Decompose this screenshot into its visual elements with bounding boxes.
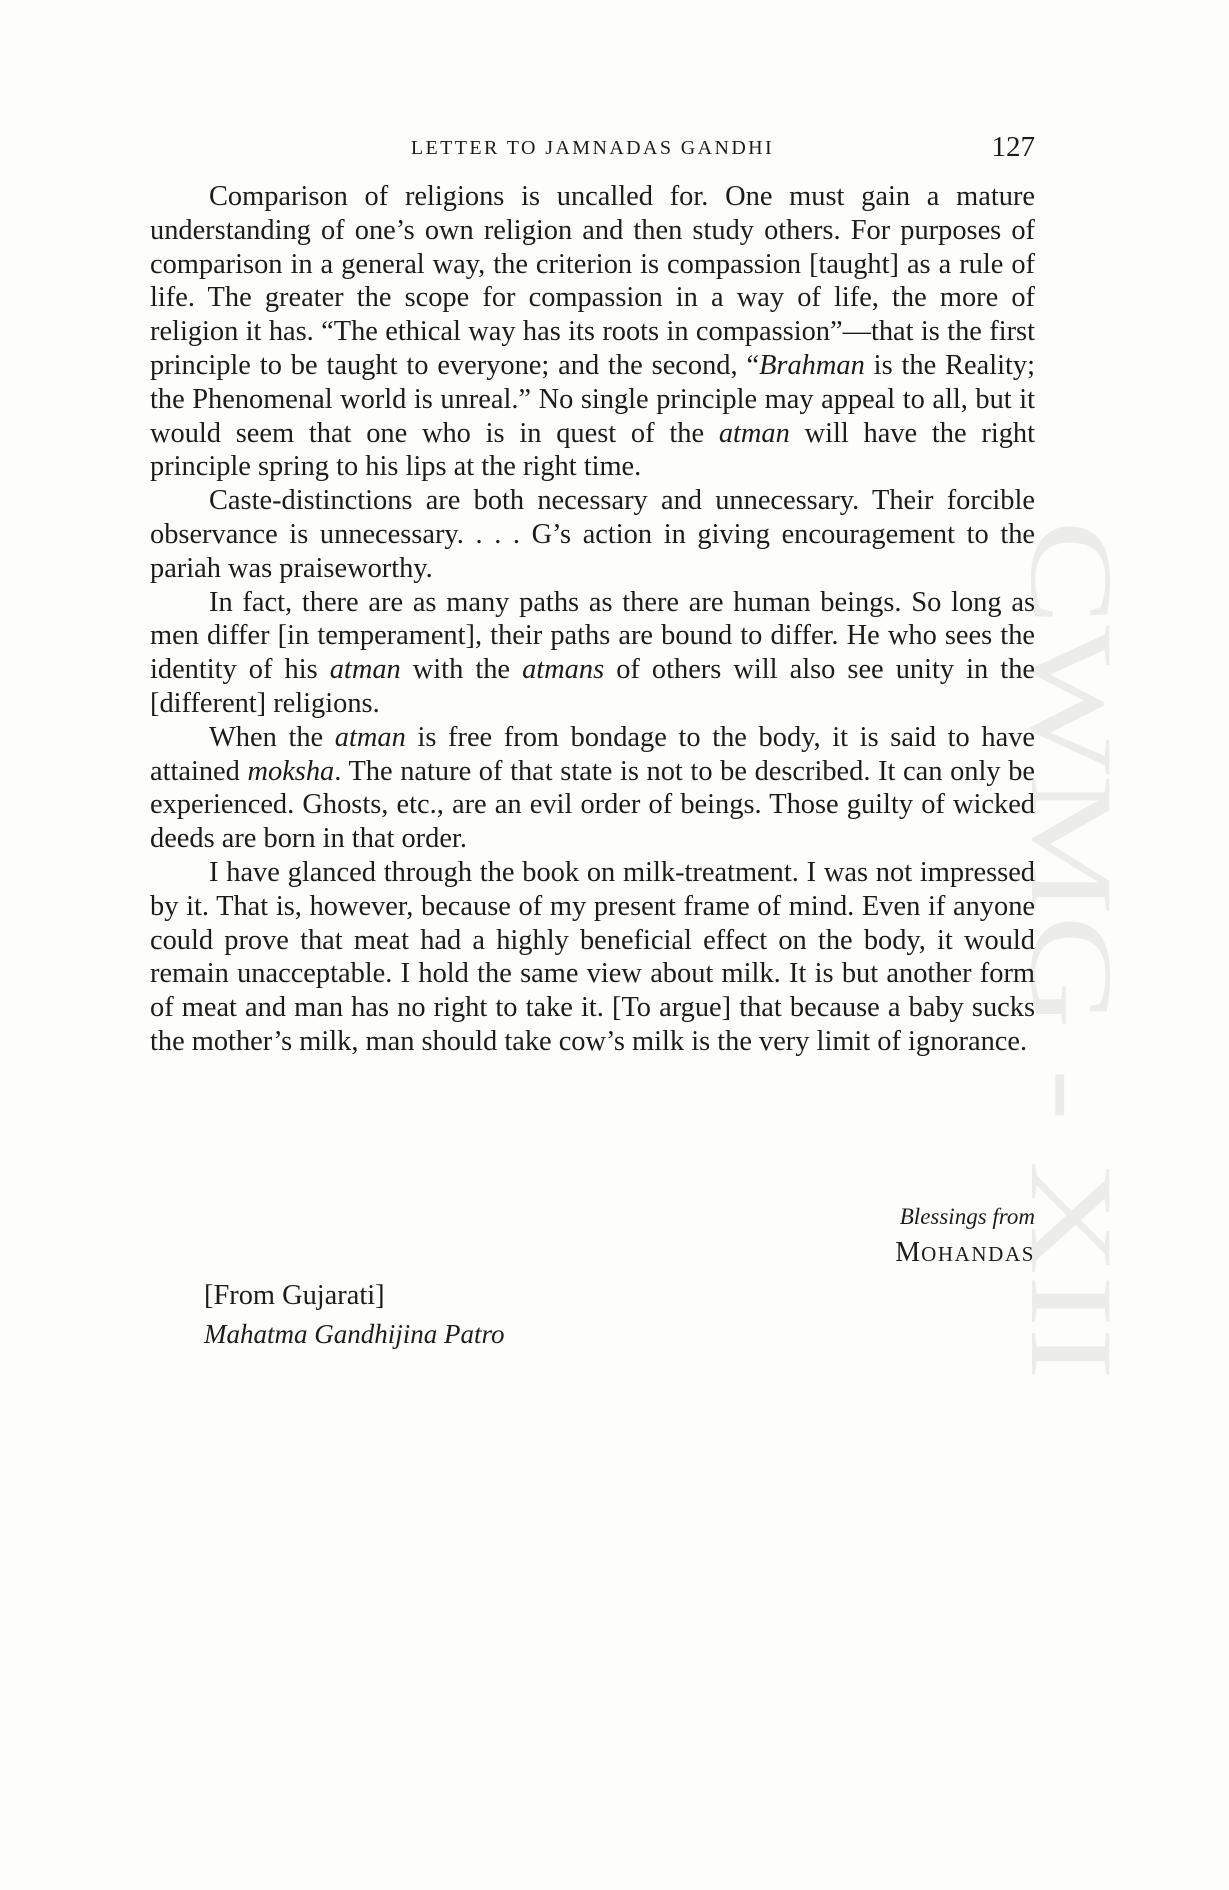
paragraph-5 [150,856,1035,1059]
paragraph-3-text-e: of others will also see unity in the [different] religions. [150,654,1035,719]
paragraph-4-text-e: . The nature of that state is not to be described. It can only be experienced. Ghosts, etc., are an evil order of beings. Those guilty of wicked deeds are born in that order. [150,755,1035,855]
signature-rest: OHANDAS [921,1242,1035,1266]
letter-body [150,180,1035,1059]
paragraph-1-text-a: Comparison of religions is uncalled for. One must gain a mature understanding of one’s own religion and then study others. For purposes of comparison in a general way, the criterion is compassion [taught] as a rule of life. The greater the scope for compassion in a way of life, the more of religion it has. “The ethical way has its roots in compassion”—that is the first principle to be taught to everyone; and the second, “ [150,181,1035,381]
paragraph-3-text-c: with the [400,654,523,686]
paragraph-4-text-c: is free from bondage to the body, it is said to have attained [150,721,1035,787]
paragraph-1-italic-atman: atman [718,417,790,449]
source-citation [204,1277,505,1353]
paragraph-1 [150,180,1035,484]
paragraph-4-italic-atman: atman [334,721,406,753]
paragraph-5-text: I have glanced through the book on milk-treatment. I was not impressed by it. That is, however, because of my present frame of mind. Even if anyone could prove that meat had a highly beneficial effect on the body, it would remain unacceptable. I hold the same view about milk. It is but another form of meat and man has no right to take it. [To argue] that because a baby sucks the mother’s milk, man should take cow’s milk is the very limit of ignorance. [150,856,1035,1057]
source-book-title: Mahatma Gandhijina Patro [204,1319,505,1349]
running-header [150,133,1035,167]
paragraph-2-text: Caste-distinctions are both necessary and unnecessary. Their forcible observance is unnecessary. . . . G’s action in giving encouragement to the pariah was praiseworthy. [150,485,1035,584]
paragraph-1-italic-brahman: Brahman [759,349,865,381]
paragraph-1-text-c: is the Reality; the Phenomenal world is unreal.” No single principle may appeal to all, but it would seem that one who is in quest of the [150,349,1035,449]
paragraph-3-text-a: In fact, there are as many paths as there are human beings. So long as men differ [in temperament], their paths are bound to differ. He who sees the identity of his [150,586,1035,686]
signoff [150,1200,1035,1273]
paragraph-2 [150,484,1035,585]
source-language: [From Gujarati] [204,1280,385,1311]
paragraph-3 [150,586,1035,721]
paragraph-1-text-e: will have the right principle spring to his lips at the right time. [150,417,1035,483]
running-title: LETTER TO JAMNADAS GANDHI [410,137,775,159]
watermark-text: CWMG - XII [1006,520,1137,1163]
page-number: 127 [991,131,1035,163]
blessing-line: Blessings from [899,1204,1035,1229]
signature-name [150,1234,1035,1273]
signature-initial: M [895,1237,922,1268]
paragraph-4 [150,721,1035,856]
paragraph-3-italic-atmans: atmans [522,654,605,686]
paragraph-4-text-a: When the [209,721,335,753]
paragraph-3-italic-atman: atman [329,654,401,686]
paragraph-4-italic-moksha: moksha [247,755,335,787]
